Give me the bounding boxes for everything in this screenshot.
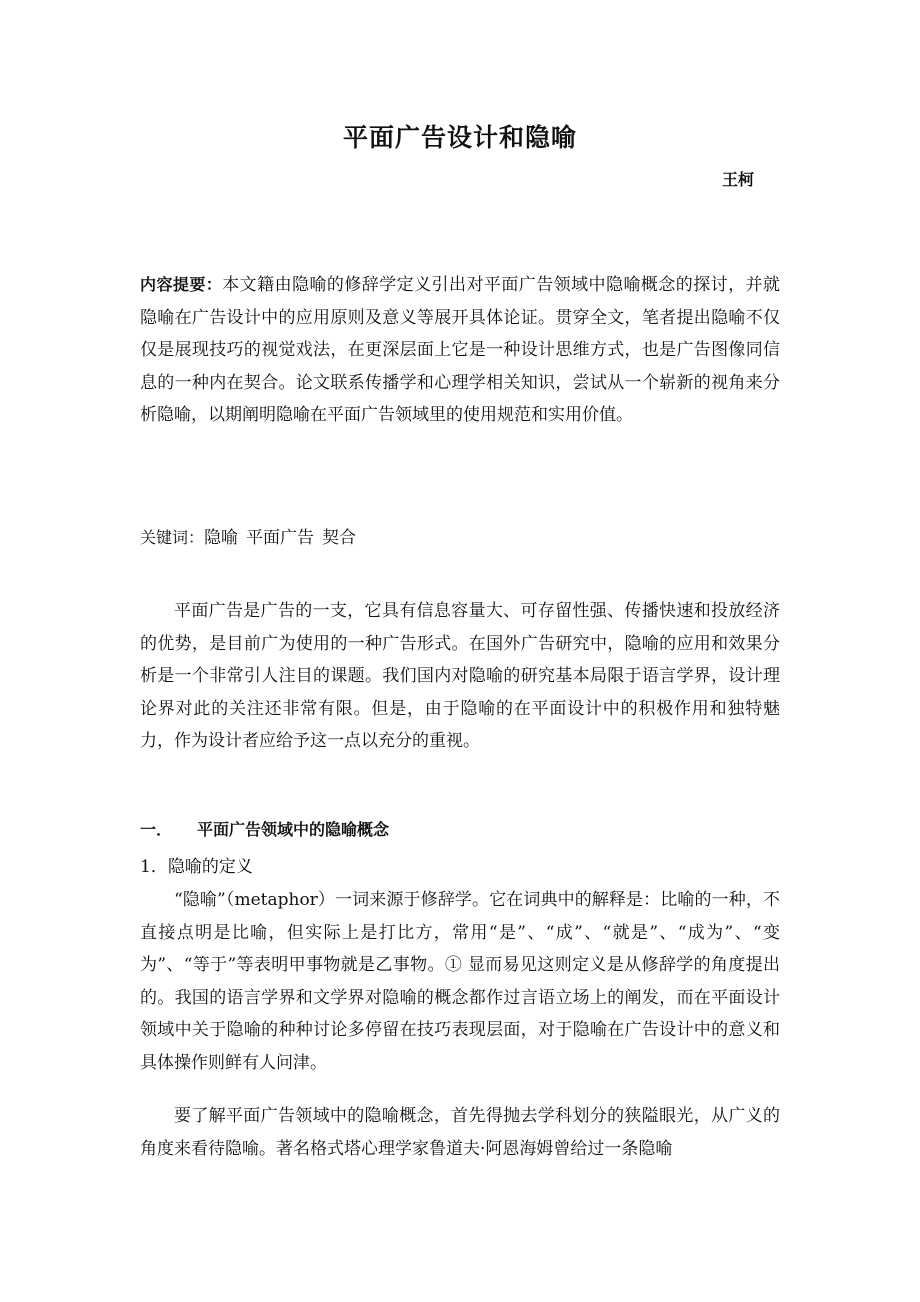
keywords-block [140, 522, 780, 555]
section-number: 一． [140, 820, 173, 839]
intro-paragraph: 平面广告是广告的一支，它具有信息容量大、可存留性强、传播快速和投放经济的优势，是目前广为使用的一种广告形式。在国外广告研究中，隐喻的应用和效果分析是一个非常引人注目的课题。我们国内对隐喻的研究基本局限于语言学界，设计理论界对此的关注还非常有限。但是，由于隐喻的在平面设计中的积极作用和独特魅力，作为设计者应给予这一点以充分的重视。 [140, 601, 780, 751]
abstract-text: 本文籍由隐喻的修辞学定义引出对平面广告领域中隐喻概念的探讨，并就隐喻在广告设计中的应用原则及意义等展开具体论证。贯穿全文，笔者提出隐喻不仅仅是展现技巧的视觉戏法，在更深层面上它是一种设计思维方式，也是广告图像同信息的一种内在契合。论文联系传播学和心理学相关知识，尝试从一个崭新的视角来分析隐喻，以期阐明隐喻在平面广告领域里的使用规范和实用价值。 [140, 275, 780, 425]
keyword-item: 隐喻 [204, 528, 239, 548]
section-title: 平面广告领域中的隐喻概念 [197, 820, 390, 839]
keyword-item: 契合 [322, 528, 357, 548]
section-heading [140, 817, 389, 840]
keywords-label: 关键词： [140, 528, 205, 547]
abstract-block [140, 269, 780, 432]
author-name: 王柯 [722, 170, 755, 189]
keyword-item: 平面广告 [246, 528, 315, 548]
document-title: 平面广告设计和隐喻 [342, 123, 577, 152]
body-paragraph: 要了解平面广告领域中的隐喻概念，首先得抛去学科划分的狭隘眼光，从广义的角度来看待隐喻。著名格式塔心理学家鲁道夫·阿恩海姆曾给过一条隐喻 [140, 1106, 780, 1159]
subsection-heading: 1．隐喻的定义 [140, 857, 253, 877]
abstract-label: 内容提要： [140, 275, 223, 294]
body-paragraph: “隐喻”（metaphor）一词来源于修辞学。它在词典中的解释是：比喻的一种，不直接点明是比喻，但实际上是打比方，常用“是”、“成”、“就是”、“成为”、“变为”、“等于”等表明甲事物就是乙事物。① 显而易见这则定义是从修辞学的角度提出的。我国的语言学界和文学界对隐喻的概念都作过言语立场上的阐发，而在平面设计领域中关于隐喻的种种讨论多停留在技巧表现层面，对于隐喻在广告设计中的意义和具体操作则鲜有人问津。 [140, 890, 780, 1073]
